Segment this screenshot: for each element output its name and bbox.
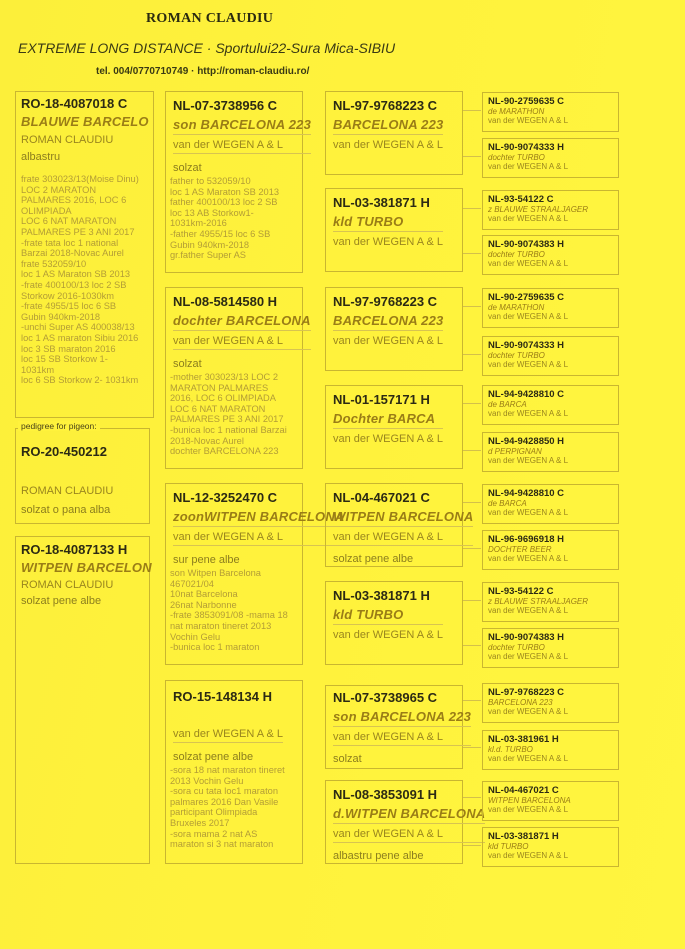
grandparent-name: Dochter BARCA <box>333 411 443 429</box>
grandparent-breeder: van der WEGEN A & L <box>333 730 471 746</box>
grandparent-breeder: van der WEGEN A & L <box>333 139 444 151</box>
connector-line <box>463 253 481 254</box>
main-pigeon-ring: RO-18-4087018 C <box>21 96 128 111</box>
parent-name: son BARCELONA 223 <box>173 117 311 135</box>
great-grandparent-ring: NL-97-9768223 C <box>488 687 565 698</box>
main-pigeon-name: BLAUWE BARCELO <box>21 114 149 129</box>
main-pigeon-color: albastru <box>21 151 61 163</box>
great-grandparent-name: BARCELONA 223 <box>488 698 553 707</box>
page-subtitle: EXTREME LONG DISTANCE · Sportului22-Sura Mica-SIBIU <box>18 40 396 56</box>
grandparent-ring: NL-03-381871 H <box>333 588 430 603</box>
great-grandparent-card <box>482 683 619 723</box>
great-grandparent-card <box>482 190 619 230</box>
great-grandparent-ring: NL-96-9696918 H <box>488 534 565 545</box>
great-grandparent-breeder: van der WEGEN A & L <box>488 606 569 615</box>
parent-card <box>165 287 311 469</box>
great-grandparent-ring: NL-90-9074383 H <box>488 239 565 250</box>
connector-line <box>463 110 481 111</box>
pedigree-ring: RO-20-450212 <box>21 444 107 459</box>
grandparent-color: solzat <box>333 753 362 765</box>
grandparent-breeder: van der WEGEN A & L <box>333 629 444 641</box>
grandparent-name: d.WITPEN BARCELONA <box>333 806 485 824</box>
grandparent-card <box>325 91 463 175</box>
page-title: ROMAN CLAUDIU <box>146 11 274 26</box>
grandparent-ring: NL-08-3853091 H <box>333 787 438 802</box>
great-grandparent-card <box>482 827 619 867</box>
great-grandparent-ring: NL-90-2759635 C <box>488 96 565 107</box>
great-grandparent-ring: NL-94-9428810 C <box>488 488 565 499</box>
great-grandparent-ring: NL-04-467021 C <box>488 785 559 796</box>
great-grandparent-breeder: van der WEGEN A & L <box>488 214 569 223</box>
parent-ring: RO-15-148134 H <box>173 689 272 704</box>
grandparent-name: BARCELONA 223 <box>333 313 443 331</box>
great-grandparent-ring: NL-93-54122 C <box>488 194 554 205</box>
main-pigeon-breeder: ROMAN CLAUDIU <box>21 134 114 146</box>
parent-name: dochter BARCELONA <box>173 313 311 331</box>
grandparent-color: solzat pene albe <box>333 553 414 565</box>
grandparent-breeder: van der WEGEN A & L <box>333 433 444 445</box>
sibling-card <box>15 536 150 864</box>
great-grandparent-name: dochter TURBO <box>488 250 545 259</box>
great-grandparent-name: d PERPIGNAN <box>488 447 542 456</box>
parent-color: solzat <box>173 162 202 174</box>
grandparent-ring: NL-07-3738965 C <box>333 690 438 705</box>
grandparent-card <box>325 581 463 665</box>
great-grandparent-name: DOCHTER BEER <box>488 545 552 554</box>
parent-color: sur pene albe <box>173 554 240 566</box>
parent-ring: NL-12-3252470 C <box>173 490 278 505</box>
great-grandparent-name: kl.d. TURBO <box>488 745 533 754</box>
grandparent-ring: NL-97-9768223 C <box>333 294 438 309</box>
contact-line: tel. 004/0770710749 · http://roman-claudiu.ro/ <box>96 66 310 77</box>
grandparent-ring: NL-01-157171 H <box>333 392 430 407</box>
grandparent-name: WITPEN BARCELONA <box>333 509 473 527</box>
grandparent-card <box>325 780 486 864</box>
great-grandparent-card <box>482 730 619 770</box>
great-grandparent-breeder: van der WEGEN A & L <box>488 554 569 563</box>
parent-name <box>173 708 283 724</box>
great-grandparent-card <box>482 385 619 425</box>
great-grandparent-name: dochter TURBO <box>488 351 545 360</box>
great-grandparent-breeder: van der WEGEN A & L <box>488 508 569 517</box>
connector-line <box>463 403 481 404</box>
connector-line <box>463 700 481 701</box>
sibling-breeder: ROMAN CLAUDIU <box>21 579 114 591</box>
great-grandparent-card <box>482 235 619 275</box>
main-pigeon-card <box>15 91 154 418</box>
connector-line <box>463 645 481 646</box>
great-grandparent-name: dochter TURBO <box>488 643 545 652</box>
great-grandparent-name: de BARCA <box>488 499 527 508</box>
great-grandparent-breeder: van der WEGEN A & L <box>488 360 569 369</box>
connector-line <box>463 797 481 798</box>
great-grandparent-breeder: van der WEGEN A & L <box>488 409 569 418</box>
great-grandparent-breeder: van der WEGEN A & L <box>488 707 569 716</box>
great-grandparent-card <box>482 628 619 668</box>
great-grandparent-card <box>482 432 619 472</box>
pedigree-for-card <box>15 428 150 524</box>
parent-card <box>165 91 311 273</box>
great-grandparent-breeder: van der WEGEN A & L <box>488 805 569 814</box>
great-grandparent-breeder: van der WEGEN A & L <box>488 116 569 125</box>
grandparent-breeder: van der WEGEN A & L <box>333 236 444 248</box>
parent-breeder: van der WEGEN A & L <box>173 334 311 350</box>
grandparent-name: son BARCELONA 223 <box>333 709 471 727</box>
great-grandparent-card <box>482 92 619 132</box>
owner-color: solzat o pana alba <box>21 504 111 516</box>
connector-line <box>463 600 481 601</box>
sibling-ring: RO-18-4087133 H <box>21 542 128 557</box>
grandparent-ring: NL-04-467021 C <box>333 490 430 505</box>
great-grandparent-card <box>482 582 619 622</box>
great-grandparent-name: z BLAUWE STRAALJAGER <box>488 597 589 606</box>
connector-line <box>463 156 481 157</box>
sibling-color: solzat pene albe <box>21 595 102 607</box>
grandparent-name: kld TURBO <box>333 607 443 625</box>
parent-card <box>165 483 345 665</box>
owner-breeder: ROMAN CLAUDIU <box>21 485 114 497</box>
parent-notes: -mother 303023/13 LOC 2 MARATON PALMARES 2016, LOC 6 OLIMPIADA LOC 6 NAT MARATON PALMARES PE 3 ANI 2017 -bunica loc 1 national Barzai 2018-Novac Aurel dochter BARCELONA 223 <box>170 372 287 457</box>
great-grandparent-ring: NL-93-54122 C <box>488 586 554 597</box>
parent-notes: father to 532059/10 loc 1 AS Maraton SB 2013 father 400100/13 loc 2 SB loc 13 AB Storkow1- 1031km-2016 -father 4955/15 loc 6 SB Gubin 940km-2018 gr.father Super AS <box>170 176 280 261</box>
great-grandparent-card <box>482 484 619 524</box>
great-grandparent-name: de BARCA <box>488 400 527 409</box>
parent-ring: NL-07-3738956 C <box>173 98 278 113</box>
parent-notes: son Witpen Barcelona 467021/04 10nat Barcelona 26nat Narbonne -frate 3853091/08 -mama 18 nat maraton tineret 2013 Vochin Gelu -bunica loc 1 maraton <box>170 568 288 653</box>
great-grandparent-ring: NL-03-381961 H <box>488 734 559 745</box>
grandparent-ring: NL-03-381871 H <box>333 195 430 210</box>
great-grandparent-name: de MARATHON <box>488 107 545 116</box>
grandparent-card <box>325 287 463 371</box>
great-grandparent-name: de MARATHON <box>488 303 545 312</box>
great-grandparent-card <box>482 781 619 821</box>
connector-line <box>463 354 481 355</box>
connector-line <box>463 450 481 451</box>
grandparent-name: BARCELONA 223 <box>333 117 443 135</box>
great-grandparent-ring: NL-90-9074383 H <box>488 632 565 643</box>
connector-line <box>463 502 481 503</box>
grandparent-card <box>325 188 463 272</box>
great-grandparent-breeder: van der WEGEN A & L <box>488 312 569 321</box>
great-grandparent-breeder: van der WEGEN A & L <box>488 259 569 268</box>
parent-color: solzat pene albe <box>173 751 254 763</box>
grandparent-card <box>325 385 463 469</box>
great-grandparent-ring: NL-90-2759635 C <box>488 292 565 303</box>
connector-line <box>463 747 481 748</box>
great-grandparent-breeder: van der WEGEN A & L <box>488 162 569 171</box>
great-grandparent-ring: NL-90-9074333 H <box>488 142 565 153</box>
grandparent-ring: NL-97-9768223 C <box>333 98 438 113</box>
great-grandparent-breeder: van der WEGEN A & L <box>488 456 569 465</box>
grandparent-name: kld TURBO <box>333 214 443 232</box>
parent-breeder: van der WEGEN A & L <box>173 138 311 154</box>
parent-color: solzat <box>173 358 202 370</box>
great-grandparent-name: z BLAUWE STRAALJAGER <box>488 205 589 214</box>
great-grandparent-name: WITPEN BARCELONA <box>488 796 571 805</box>
connector-line <box>463 845 481 846</box>
great-grandparent-breeder: van der WEGEN A & L <box>488 851 569 860</box>
great-grandparent-ring: NL-94-9428810 C <box>488 389 565 400</box>
parent-breeder: van der WEGEN A & L <box>173 727 283 743</box>
great-grandparent-name: kld TURBO <box>488 842 529 851</box>
connector-line <box>463 208 481 209</box>
great-grandparent-card <box>482 336 619 376</box>
main-pigeon-notes: frate 303023/13(Moise Dinu) LOC 2 MARATON PALMARES 2016, LOC 6 OLIMPIADA LOC 6 NAT MARATON PALMARES PE 3 ANI 2017 -frate tata loc 1 national Barzai 2018-Novac Aurel frate 532059/10 loc 1 AS Maraton SB 2013 -frate 400100/13 loc 2 SB Storkow 2016-1030km -frate 4955/15 loc 6 SB Gubin 940km-2018 -unchi Super AS 400038/13 loc 1 AS maraton Sibiu 2016 loc 3 SB maraton 2016 loc 15 SB Storkow 1- 1031km loc 6 SB Storkow 2- 1031km <box>21 174 139 386</box>
grandparent-color: albastru pene albe <box>333 850 424 862</box>
parent-notes: -sora 18 nat maraton tineret 2013 Vochin Gelu -sora cu tata loc1 maraton palmares 2016 Dan Vasile participant Olimpiada Bruxeles 2017 -sora mama 2 nat AS maraton si 3 nat maraton <box>170 765 285 850</box>
great-grandparent-ring: NL-03-381871 H <box>488 831 559 842</box>
grandparent-breeder: van der WEGEN A & L <box>333 335 444 347</box>
pedigree-for-label: pedigree for pigeon: <box>18 421 100 431</box>
great-grandparent-name: dochter TURBO <box>488 153 545 162</box>
grandparent-card <box>325 483 474 567</box>
parent-breeder: van der WEGEN A & L <box>173 530 345 546</box>
great-grandparent-card <box>482 530 619 570</box>
parent-ring: NL-08-5814580 H <box>173 294 278 309</box>
parent-card <box>165 680 303 864</box>
great-grandparent-breeder: van der WEGEN A & L <box>488 754 569 763</box>
parent-name: zoonWITPEN BARCELONA <box>173 509 345 527</box>
great-grandparent-ring: NL-90-9074333 H <box>488 340 565 351</box>
great-grandparent-ring: NL-94-9428850 H <box>488 436 565 447</box>
connector-line <box>463 306 481 307</box>
sibling-name: WITPEN BARCELON <box>21 560 152 575</box>
great-grandparent-breeder: van der WEGEN A & L <box>488 652 569 661</box>
grandparent-card <box>325 685 471 769</box>
grandparent-breeder: van der WEGEN A & L <box>333 530 473 546</box>
great-grandparent-card <box>482 288 619 328</box>
connector-line <box>463 548 481 549</box>
grandparent-breeder: van der WEGEN A & L <box>333 827 485 843</box>
great-grandparent-card <box>482 138 619 178</box>
